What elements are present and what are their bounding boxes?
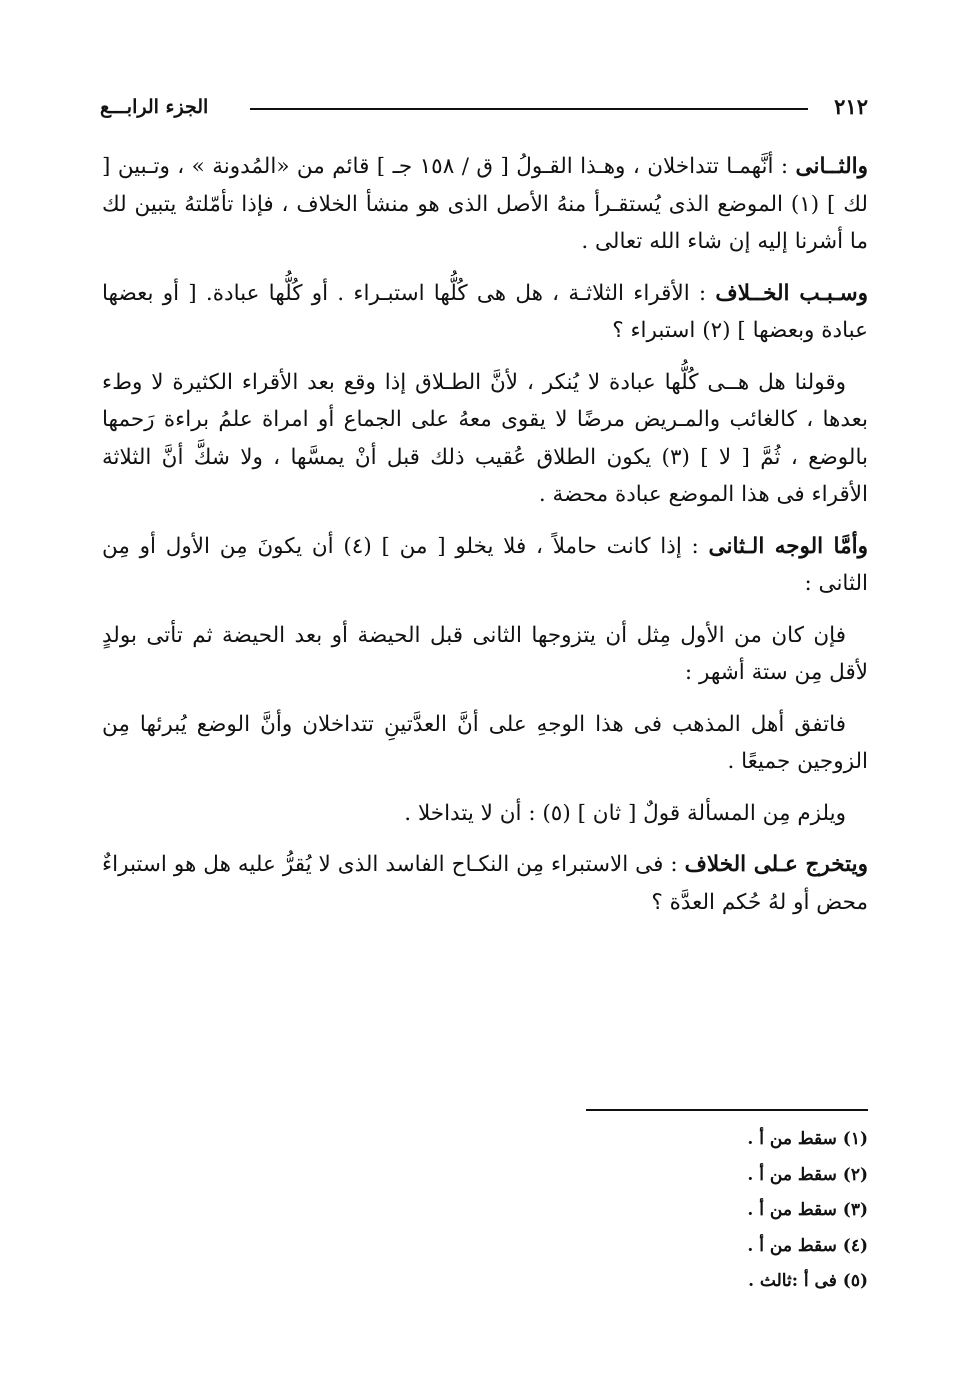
footnote-4: (٤) سقط من أ . — [747, 1235, 868, 1256]
footnotes — [548, 1122, 868, 1300]
paragraph-lead: ويتخرج عـلى الخلاف — [684, 852, 868, 877]
paragraph-8 — [102, 846, 868, 921]
paragraph-4 — [102, 528, 868, 603]
footnote-3: (٣) سقط من أ . — [747, 1200, 868, 1220]
paragraph-body: : أنَّهمـا تتداخلان ، وهـذا القـولُ [ ق / ١٥٨ جـ ] قائم من «المُدونة » ، وتـبين [ لك ] (١) الموضع الذى يُستقـرأ منهُ الأصل الذى هو منشأ الخلاف ، فإذا تأمّلتهُ يتبين لك ما أشرنا إليه إن شاء الله تعالى . — [102, 154, 868, 254]
footnote-rule — [586, 1109, 868, 1111]
paragraph-body: : الأقراء الثلاثـة ، هل هى كُلُّها استبـراء . أو كُلُّها عبادة. [ أو بعضها عبادة وبعضها ] (٢) استبراء ؟ — [102, 280, 868, 343]
footnote-2: (٢) سقط من أ . — [747, 1164, 868, 1185]
paragraph-lead: وسـبـب الخــلاف — [715, 280, 868, 306]
header-rule — [250, 108, 808, 110]
paragraph-lead: وأمَّا الوجه الـثانى — [708, 533, 868, 559]
running-header — [100, 92, 870, 128]
paragraph-5 — [102, 617, 868, 692]
paragraph-body: وقولنا هل هــى كُلُّها عبادة لا يُنكر ، لأنَّ الطـلاق إذا وقع بعد الأقراء الكثيرة لا وطء بعدها ، كالغائب والمـريض مرضًا لا يقوى معهُ على الجماع أو امراة علمُ براءة رَحمها بالوضع ، ثُمَّ [ لا ] (٣) يكون الطلاق عُقيب ذلك قبل أنْ يمسَّها ، ولا شكَّ أنَّ الثلاثة الأقراء فى هذا الموضع عبادة محضة . — [102, 369, 868, 507]
main-text — [102, 148, 868, 935]
footnote-5: (٥) فى أ :ثالث . — [748, 1271, 868, 1291]
paragraph-body: فاتفق أهل المذهب فى هذا الوجهِ على أنَّ العدَّتينِ تتداخلان وأنَّ الوضع يُبرئها مِن الزوجين جميعًا . — [102, 711, 868, 774]
paragraph-3 — [102, 364, 868, 514]
paragraph-body: ويلزم مِن المسألة قولٌ [ ثان ] (٥) : أن لا يتداخلا . — [404, 800, 846, 826]
page-number: ٢١٢ — [834, 94, 868, 119]
paragraph-1 — [102, 148, 868, 261]
paragraph-2 — [102, 275, 868, 350]
paragraph-lead: والثــانى — [795, 154, 868, 179]
paragraph-body: : فى الاستبراء مِن النكـاح الفاسد الذى لا يُقرُّ عليه هل هو استبراءٌ محض أو لهُ حُكم العدَّة ؟ — [102, 852, 868, 915]
paragraph-body: : إذا كانت حاملاً ، فلا يخلو [ من ] (٤) أن يكونَ مِن الأول أو مِن الثانى : — [102, 533, 868, 596]
paragraph-body: فإن كان من الأول مِثل أن يتزوجها الثانى قبل الحيضة أو بعد الحيضة ثم تأتى بولدٍ لأقل مِن ستة أشهر : — [102, 622, 868, 685]
running-title: الجزء الرابـــع — [100, 96, 209, 118]
paragraph-6 — [102, 706, 868, 781]
footnote-1: (١) سقط من أ . — [747, 1129, 868, 1149]
paragraph-7 — [102, 795, 868, 833]
